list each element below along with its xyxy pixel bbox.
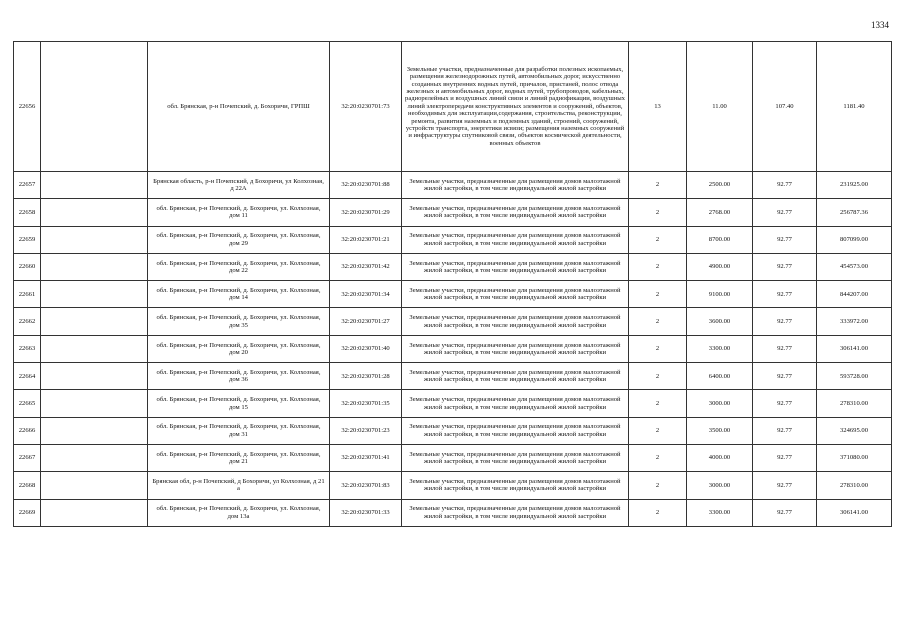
cadastral-number-cell: 32:20:0230701:40 [330,335,402,362]
area-cell: 4900.00 [687,253,753,280]
group-number-cell: 2 [629,472,687,499]
row-number-cell: 22659 [14,226,41,253]
cadastral-number-cell: 32:20:0230701:88 [330,172,402,199]
cadastral-value-cell: 844207.00 [817,281,892,308]
empty-cell [41,363,148,390]
cadastral-value-table [13,41,892,527]
area-cell: 6400.00 [687,363,753,390]
area-cell: 11.00 [687,42,753,172]
group-number-cell: 2 [629,199,687,226]
land-use-cell: Земельные участки, предназначенные для размещения домов малоэтажной жилой застройки, в том числе индивидуальной жилой застройки [402,335,629,362]
address-cell: обл. Брянская, р-н Почепский, д. Бохоричи, ул. Колхозная, дом 13а [148,499,330,526]
address-cell: обл. Брянская, р-н Почепский, д. Бохоричи, ул. Колхозная, дом 31 [148,417,330,444]
row-number-cell: 22666 [14,417,41,444]
address-cell: Брянская область, р-н Почепский, д Бохоричи, ул Колхозная, д 22А [148,172,330,199]
group-number-cell: 2 [629,172,687,199]
cadastral-number-cell: 32:20:0230701:29 [330,199,402,226]
group-number-cell: 2 [629,363,687,390]
table-row [14,42,892,172]
row-number-cell: 22657 [14,172,41,199]
group-number-cell: 2 [629,417,687,444]
specific-value-cell: 92.77 [753,253,817,280]
address-cell: обл. Брянская, р-н Почепский, д. Бохоричи, ул. Колхозная, дом 21 [148,444,330,471]
empty-cell [41,172,148,199]
address-cell: обл. Брянская, р-н Почепский, д. Бохоричи, ГРПШ [148,42,330,172]
specific-value-cell: 92.77 [753,308,817,335]
specific-value-cell: 92.77 [753,363,817,390]
cadastral-number-cell: 32:20:0230701:21 [330,226,402,253]
cadastral-number-cell: 32:20:0230701:41 [330,444,402,471]
cadastral-number-cell: 32:20:0230701:73 [330,42,402,172]
cadastral-value-cell: 256787.36 [817,199,892,226]
cadastral-number-cell: 32:20:0230701:34 [330,281,402,308]
group-number-cell: 2 [629,253,687,280]
group-number-cell: 2 [629,335,687,362]
group-number-cell: 2 [629,499,687,526]
specific-value-cell: 92.77 [753,335,817,362]
cadastral-value-cell: 231925.00 [817,172,892,199]
cadastral-value-cell: 593728.00 [817,363,892,390]
page-number: 1334 [871,20,889,30]
row-number-cell: 22658 [14,199,41,226]
empty-cell [41,472,148,499]
table-row [14,363,892,390]
address-cell: обл. Брянская, р-н Почепский, д. Бохоричи, ул. Колхозная, дом 15 [148,390,330,417]
land-use-cell: Земельные участки, предназначенные для размещения домов малоэтажной жилой застройки, в том числе индивидуальной жилой застройки [402,417,629,444]
empty-cell [41,390,148,417]
cadastral-number-cell: 32:20:0230701:28 [330,363,402,390]
group-number-cell: 2 [629,444,687,471]
area-cell: 2500.00 [687,172,753,199]
group-number-cell: 13 [629,42,687,172]
cadastral-number-cell: 32:20:0230701:35 [330,390,402,417]
address-cell: обл. Брянская, р-н Почепский, д. Бохоричи, ул. Колхозная, дом 11 [148,199,330,226]
land-use-cell: Земельные участки, предназначенные для размещения домов малоэтажной жилой застройки, в том числе индивидуальной жилой застройки [402,444,629,471]
area-cell: 3000.00 [687,390,753,417]
cadastral-number-cell: 32:20:0230701:33 [330,499,402,526]
specific-value-cell: 92.77 [753,226,817,253]
address-cell: Брянская обл, р-н Почепский, д Бохоричи, ул Колхозная, д 21 а [148,472,330,499]
land-use-cell: Земельные участки, предназначенные для размещения домов малоэтажной жилой застройки, в том числе индивидуальной жилой застройки [402,281,629,308]
row-number-cell: 22662 [14,308,41,335]
group-number-cell: 2 [629,281,687,308]
cadastral-value-cell: 278310.00 [817,472,892,499]
specific-value-cell: 92.77 [753,172,817,199]
empty-cell [41,444,148,471]
empty-cell [41,335,148,362]
area-cell: 3300.00 [687,499,753,526]
row-number-cell: 22663 [14,335,41,362]
cadastral-value-cell: 1181.40 [817,42,892,172]
address-cell: обл. Брянская, р-н Почепский, д. Бохоричи, ул. Колхозная, дом 35 [148,308,330,335]
table-row [14,390,892,417]
group-number-cell: 2 [629,390,687,417]
cadastral-number-cell: 32:20:0230701:23 [330,417,402,444]
cadastral-value-cell: 333972.00 [817,308,892,335]
row-number-cell: 22660 [14,253,41,280]
land-use-cell: Земельные участки, предназначенные для размещения домов малоэтажной жилой застройки, в том числе индивидуальной жилой застройки [402,472,629,499]
cadastral-value-cell: 807099.00 [817,226,892,253]
table-row [14,281,892,308]
area-cell: 2768.00 [687,199,753,226]
area-cell: 9100.00 [687,281,753,308]
table-body [14,42,892,527]
table-row [14,199,892,226]
cadastral-number-cell: 32:20:0230701:27 [330,308,402,335]
table-row [14,335,892,362]
land-use-cell: Земельные участки, предназначенные для размещения домов малоэтажной жилой застройки, в том числе индивидуальной жилой застройки [402,390,629,417]
land-use-cell: Земельные участки, предназначенные для размещения домов малоэтажной жилой застройки, в том числе индивидуальной жилой застройки [402,499,629,526]
specific-value-cell: 92.77 [753,472,817,499]
specific-value-cell: 107.40 [753,42,817,172]
table-row [14,226,892,253]
row-number-cell: 22668 [14,472,41,499]
cadastral-value-cell: 454573.00 [817,253,892,280]
row-number-cell: 22669 [14,499,41,526]
land-use-cell: Земельные участки, предназначенные для размещения домов малоэтажной жилой застройки, в том числе индивидуальной жилой застройки [402,226,629,253]
address-cell: обл. Брянская, р-н Почепский, д. Бохоричи, ул. Колхозная, дом 14 [148,281,330,308]
land-use-cell: Земельные участки, предназначенные для размещения домов малоэтажной жилой застройки, в том числе индивидуальной жилой застройки [402,172,629,199]
specific-value-cell: 92.77 [753,499,817,526]
table-row [14,444,892,471]
address-cell: обл. Брянская, р-н Почепский, д. Бохоричи, ул. Колхозная, дом 20 [148,335,330,362]
row-number-cell: 22665 [14,390,41,417]
land-use-cell: Земельные участки, предназначенные для размещения домов малоэтажной жилой застройки, в том числе индивидуальной жилой застройки [402,253,629,280]
area-cell: 3300.00 [687,335,753,362]
row-number-cell: 22664 [14,363,41,390]
group-number-cell: 2 [629,308,687,335]
land-use-cell: Земельные участки, предназначенные для размещения домов малоэтажной жилой застройки, в том числе индивидуальной жилой застройки [402,363,629,390]
area-cell: 4000.00 [687,444,753,471]
table-row [14,253,892,280]
group-number-cell: 2 [629,226,687,253]
row-number-cell: 22667 [14,444,41,471]
specific-value-cell: 92.77 [753,444,817,471]
table-row [14,308,892,335]
land-use-cell: Земельные участки, предназначенные для размещения домов малоэтажной жилой застройки, в том числе индивидуальной жилой застройки [402,199,629,226]
cadastral-number-cell: 32:20:0230701:83 [330,472,402,499]
empty-cell [41,226,148,253]
address-cell: обл. Брянская, р-н Почепский, д. Бохоричи, ул. Колхозная, дом 22 [148,253,330,280]
table-row [14,472,892,499]
empty-cell [41,308,148,335]
empty-cell [41,281,148,308]
specific-value-cell: 92.77 [753,390,817,417]
row-number-cell: 22661 [14,281,41,308]
area-cell: 3600.00 [687,308,753,335]
specific-value-cell: 92.77 [753,417,817,444]
area-cell: 8700.00 [687,226,753,253]
empty-cell [41,499,148,526]
cadastral-value-cell: 278310.00 [817,390,892,417]
empty-cell [41,42,148,172]
address-cell: обл. Брянская, р-н Почепский, д. Бохоричи, ул. Колхозная, дом 36 [148,363,330,390]
specific-value-cell: 92.77 [753,281,817,308]
land-use-cell: Земельные участки, предназначенные для разработки полезных ископаемых, размещения железнодорожных путей, автомобильных дорог, искусственно созданных внутренних водных путей, причалов, пристаней, полос отвода железных и автомобильных дорог, водных путей, трубопроводов, кабельных, радиорелейных и воздушных линий связи и линий радиофикации, воздушных линий электропередачи конструктивных элементов и сооружений, объектов, необходимых для эксплуатации,содержания, строительства, реконструкции, ремонта, развития наземных и подземных зданий, строений, сооружений, устройств транспорта, энергетики исвязи; размещения наземных сооружений и инфраструктуры спутниковой связи, объектов космической деятельности, военных объектов [402,42,629,172]
address-cell: обл. Брянская, р-н Почепский, д. Бохоричи, ул. Колхозная, дом 29 [148,226,330,253]
cadastral-value-cell: 324695.00 [817,417,892,444]
cadastral-value-cell: 306141.00 [817,499,892,526]
area-cell: 3500.00 [687,417,753,444]
cadastral-value-cell: 306141.00 [817,335,892,362]
table-row [14,172,892,199]
cadastral-number-cell: 32:20:0230701:42 [330,253,402,280]
row-number-cell: 22656 [14,42,41,172]
table-row [14,417,892,444]
empty-cell [41,253,148,280]
area-cell: 3000.00 [687,472,753,499]
table-row [14,499,892,526]
specific-value-cell: 92.77 [753,199,817,226]
cadastral-value-cell: 371080.00 [817,444,892,471]
empty-cell [41,417,148,444]
land-use-cell: Земельные участки, предназначенные для размещения домов малоэтажной жилой застройки, в том числе индивидуальной жилой застройки [402,308,629,335]
empty-cell [41,199,148,226]
